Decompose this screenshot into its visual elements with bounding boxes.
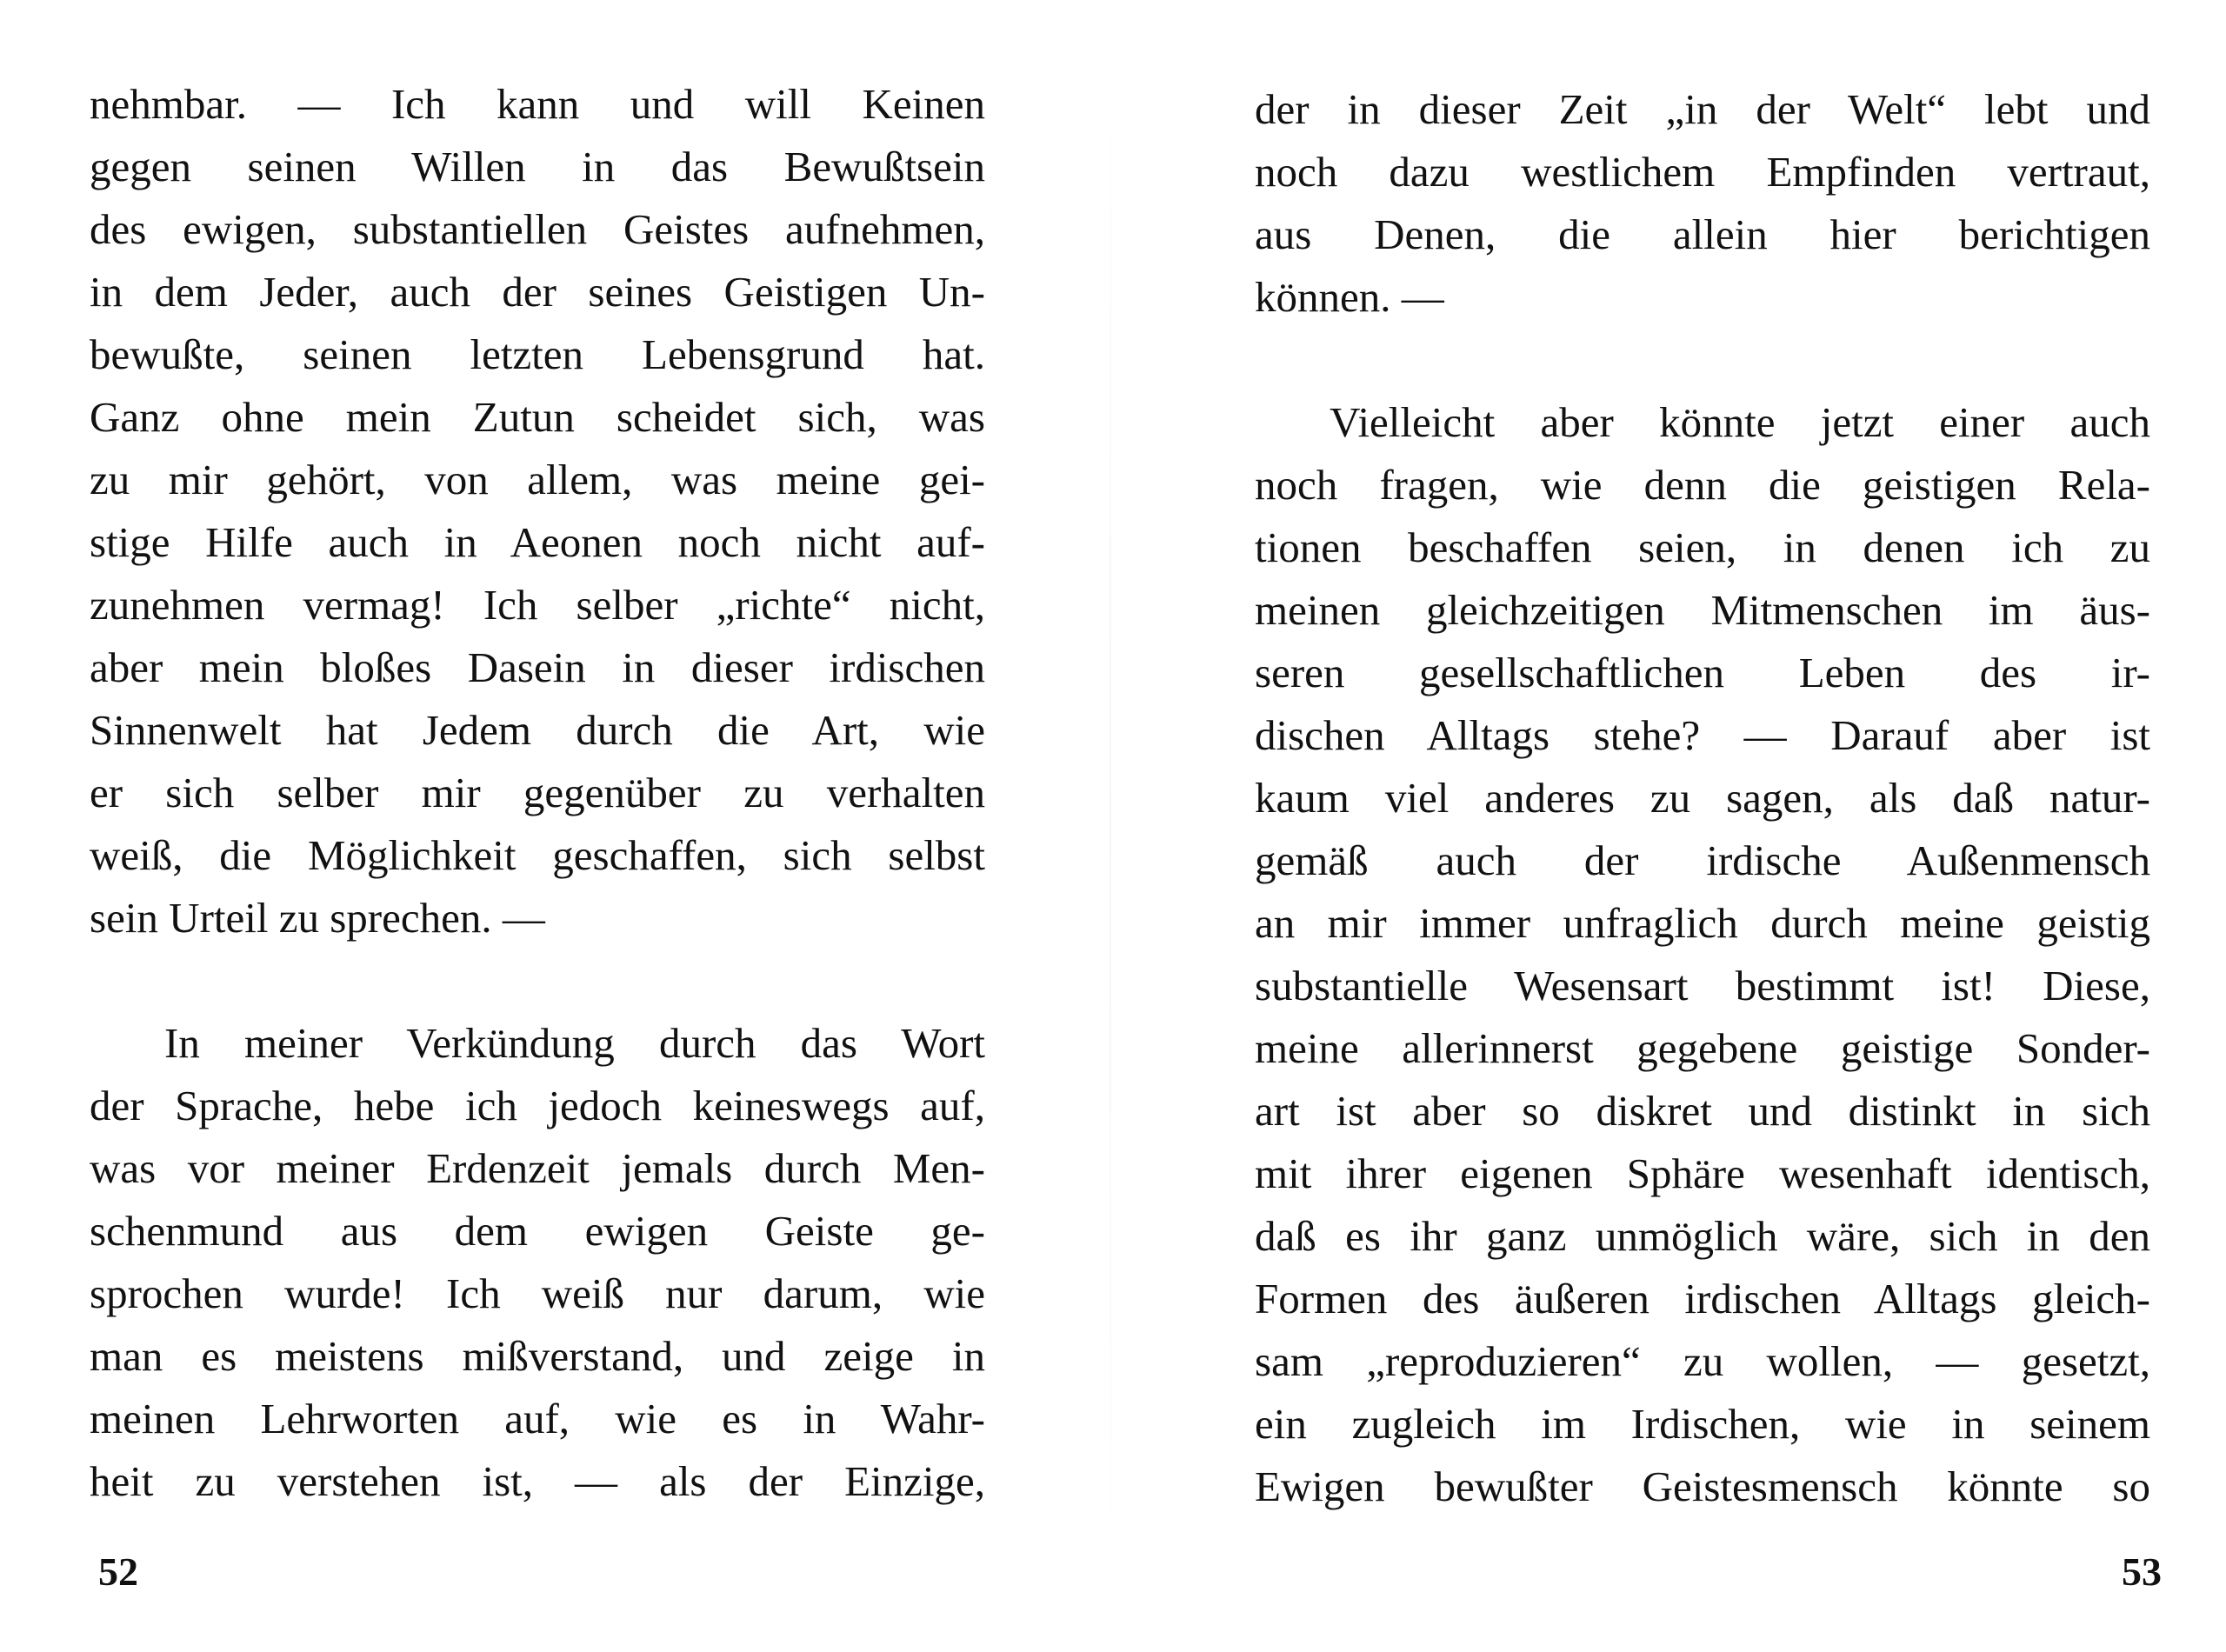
text-line: daß es ihr ganz unmöglich wäre, sich in den [1255, 1212, 2150, 1260]
page-number: 53 [2122, 1549, 2162, 1594]
text-line: in dem Jeder, auch der seines Geistigen Un- [90, 268, 985, 316]
paragraph-start-line: Vielleicht aber könnte jetzt einer auch [1330, 398, 2150, 446]
text-line: weiß, die Möglichkeit geschaffen, sich selbst [90, 831, 985, 879]
text-line: sein Urteil zu sprechen. — [90, 894, 545, 942]
text-line: zunehmen vermag! Ich selber „richte“ nicht, [90, 581, 985, 629]
page-number: 52 [98, 1549, 138, 1594]
text-line: des ewigen, substantiellen Geistes aufnehmen, [90, 205, 985, 253]
text-line: substantielle Wesensart bestimmt ist! Diese, [1255, 962, 2150, 1009]
text-line: schenmund aus dem ewigen Geiste ge- [90, 1207, 985, 1255]
text-line: er sich selber mir gegenüber zu verhalten [90, 769, 985, 816]
text-line: sprochen wurde! Ich weiß nur darum, wie [90, 1269, 985, 1317]
text-line: nehmbar. — Ich kann und will Keinen [90, 80, 985, 128]
text-line: was vor meiner Erdenzeit jemals durch Men- [90, 1144, 985, 1192]
text-line: meinen gleichzeitigen Mitmenschen im äus- [1255, 586, 2150, 634]
text-line: Ewigen bewußter Geistesmensch könnte so [1255, 1462, 2150, 1510]
text-line: sam „reproduzieren“ zu wollen, — gesetzt, [1255, 1337, 2150, 1385]
text-line: art ist aber so diskret und distinkt in sich [1255, 1087, 2150, 1135]
text-line: seren gesellschaftlichen Leben des ir- [1255, 649, 2150, 696]
text-line: noch dazu westlichem Empfinden vertraut, [1255, 148, 2150, 196]
text-line: meinen Lehrworten auf, wie es in Wahr- [90, 1395, 985, 1442]
text-line: der Sprache, hebe ich jedoch keineswegs auf, [90, 1082, 985, 1129]
text-line: an mir immer unfraglich durch meine geistig [1255, 899, 2150, 947]
text-line: mit ihrer eigenen Sphäre wesenhaft identisch, [1255, 1149, 2150, 1197]
text-line: heit zu verstehen ist, — als der Einzige, [90, 1457, 985, 1505]
text-line: dischen Alltags stehe? — Darauf aber ist [1255, 711, 2150, 759]
text-line: können. — [1255, 273, 1444, 321]
text-line: meine allerinnerst gegebene geistige Sonder- [1255, 1024, 2150, 1072]
paragraph-start-line: In meiner Verkündung durch das Wort [164, 1019, 985, 1067]
text-line: zu mir gehört, von allem, was meine gei- [90, 456, 985, 503]
text-line: bewußte, seinen letzten Lebensgrund hat. [90, 330, 985, 378]
text-line: kaum viel anderes zu sagen, als daß natur- [1255, 774, 2150, 822]
text-line: Ganz ohne mein Zutun scheidet sich, was [90, 393, 985, 441]
text-line: stige Hilfe auch in Aeonen noch nicht auf- [90, 518, 985, 566]
text-line: gegen seinen Willen in das Bewußtsein [90, 143, 985, 190]
text-line: Sinnenwelt hat Jedem durch die Art, wie [90, 706, 985, 754]
text-line: tionen beschaffen seien, in denen ich zu [1255, 523, 2150, 571]
text-line: man es meistens mißverstand, und zeige in [90, 1332, 985, 1380]
text-line: ein zugleich im Irdischen, wie in seinem [1255, 1400, 2150, 1448]
text-line: aus Denen, die allein hier berichtigen [1255, 210, 2150, 258]
text-line: gemäß auch der irdische Außenmensch [1255, 836, 2150, 884]
book-gutter [1110, 0, 1111, 1652]
text-line: noch fragen, wie denn die geistigen Rela- [1255, 461, 2150, 509]
text-line: Formen des äußeren irdischen Alltags gleich- [1255, 1275, 2150, 1322]
text-line: aber mein bloßes Dasein in dieser irdischen [90, 643, 985, 691]
right-page [1113, 0, 2226, 1652]
text-line: der in dieser Zeit „in der Welt“ lebt und [1255, 85, 2150, 133]
